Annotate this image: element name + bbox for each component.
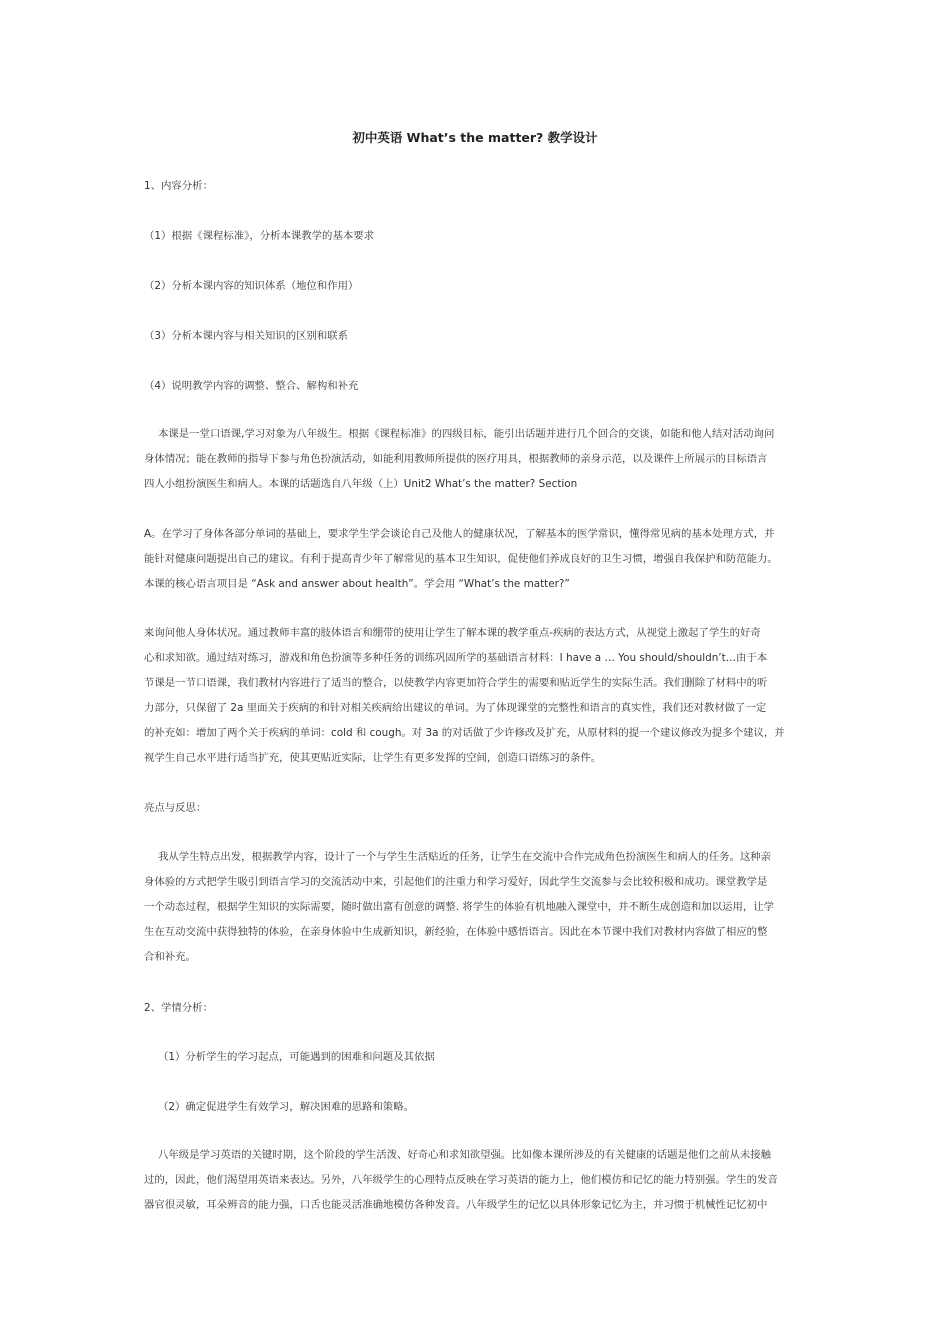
text-line: 本课的核心语言项目是 “Ask and answer about health”。学会用 “What’s the matter?” (144, 578, 570, 590)
text-line: 身体情况；能在教师的指导下参与角色扮演活动，如能利用教师所提供的医疗用具，根据教师的亲身示范，以及课件上所展示的目标语言 (144, 453, 768, 465)
list-item: （4）说明教学内容的调整、整合、解构和补充 (144, 380, 359, 392)
text-line: A。在学习了身体各部分单词的基础上，要求学生学会谈论自己及他人的健康状况，了解基本的医学常识，懂得常见病的基本处理方式，并 (144, 528, 775, 540)
text-line: 四人小组扮演医生和病人。本课的话题选自八年级（上）Unit2 What’s the matter? Section (144, 478, 578, 490)
text-line: 力部分，只保留了 2a 里面关于疾病的和针对相关疾病给出建议的单词。为了体现课堂的完整性和语言的真实性，我们还对教材做了一定 (144, 702, 767, 714)
paragraph-reflection (144, 845, 816, 970)
paragraph-teaching-method (144, 621, 816, 771)
list-item: （2）分析本课内容的知识体系（地位和作用） (144, 280, 359, 292)
text-line: 的补充如：增加了两个关于疾病的单词：cold 和 cough。对 3a 的对话做了少许修改及扩充，从原材料的提一个建议修改为提多个建议，并 (144, 727, 785, 739)
text-line: 八年级是学习英语的关键时期，这个阶段的学生活泼、好奇心和求知欲望强。比如像本课所涉及的有关健康的话题是他们之前从未接触 (158, 1149, 772, 1161)
paragraph-student-analysis (144, 1143, 816, 1218)
text-line: 我从学生特点出发，根据教学内容，设计了一个与学生生活贴近的任务，让学生在交流中合作完成角色扮演医生和病人的任务。这种亲 (158, 851, 772, 863)
text-line: 心和求知欲。通过结对练习，游戏和角色扮演等多种任务的训练巩固所学的基础语言材料：I have a … You should/shouldn’t…由于本 (144, 652, 768, 664)
text-line: 节课是一节口语课，我们教材内容进行了适当的整合，以使教学内容更加符合学生的需要和贴近学生的实际生活。我们删除了材料中的听 (144, 677, 768, 689)
text-line: 来询问他人身体状况。通过教师丰富的肢体语言和绷带的使用让学生了解本课的教学重点-疾病的表达方式，从视觉上激起了学生的好奇 (144, 627, 761, 639)
text-line: 生在互动交流中获得独特的体验，在亲身体验中生成新知识，新经验，在体验中感悟语言。因此在本节课中我们对教材内容做了相应的整 (144, 926, 768, 938)
text-line: 本课是一堂口语课,学习对象为八年级生。根据《课程标准》的四级目标，能引出话题并进行几个回合的交谈，如能和他人结对活动询问 (158, 428, 775, 440)
paragraph-course-intro (144, 422, 816, 497)
reflection-heading: 亮点与反思： (144, 802, 207, 814)
paragraph-section-a (144, 522, 816, 597)
list-item: （1）分析学生的学习起点，可能遇到的困难和问题及其依据 (158, 1051, 435, 1063)
list-item: （2）确定促进学生有效学习，解决困难的思路和策略。 (158, 1101, 414, 1113)
text-line: 器官很灵敏，耳朵辨音的能力强，口舌也能灵活准确地模仿各种发音。八年级学生的记忆以具体形象记忆为主，并习惯于机械性记忆初中 (144, 1199, 768, 1211)
document-title: 初中英语 What’s the matter? 教学设计 (352, 130, 598, 145)
text-line: 过的，因此，他们渴望用英语来表达。另外，八年级学生的心理特点反映在学习英语的能力上，他们模仿和记忆的能力特别强。学生的发音 (144, 1174, 778, 1186)
text-line: 合和补充。 (144, 951, 196, 963)
list-item: （3）分析本课内容与相关知识的区别和联系 (144, 330, 349, 342)
text-line: 身体验的方式把学生吸引到语言学习的交流活动中来，引起他们的注重力和学习爱好，因此学生交流参与会比较积极和成功。课堂教学是 (144, 876, 768, 888)
section-1-heading: 1、内容分析： (144, 180, 213, 192)
list-item: （1）根据《课程标准》，分析本课教学的基本要求 (144, 230, 375, 242)
section-2-heading: 2、学情分析： (144, 1002, 213, 1014)
text-line: 能针对健康问题提出自己的建议。有利于提高青少年了解常见的基本卫生知识，促使他们养成良好的卫生习惯，增强自我保护和防范能力。 (144, 553, 778, 565)
text-line: 视学生自己水平进行适当扩充，使其更贴近实际，让学生有更多发挥的空间，创造口语练习的条件。 (144, 752, 602, 764)
text-line: 一个动态过程，根据学生知识的实际需要，随时做出富有创意的调整. 将学生的体验有机地融入课堂中，并不断生成创造和加以运用，让学 (144, 901, 775, 913)
